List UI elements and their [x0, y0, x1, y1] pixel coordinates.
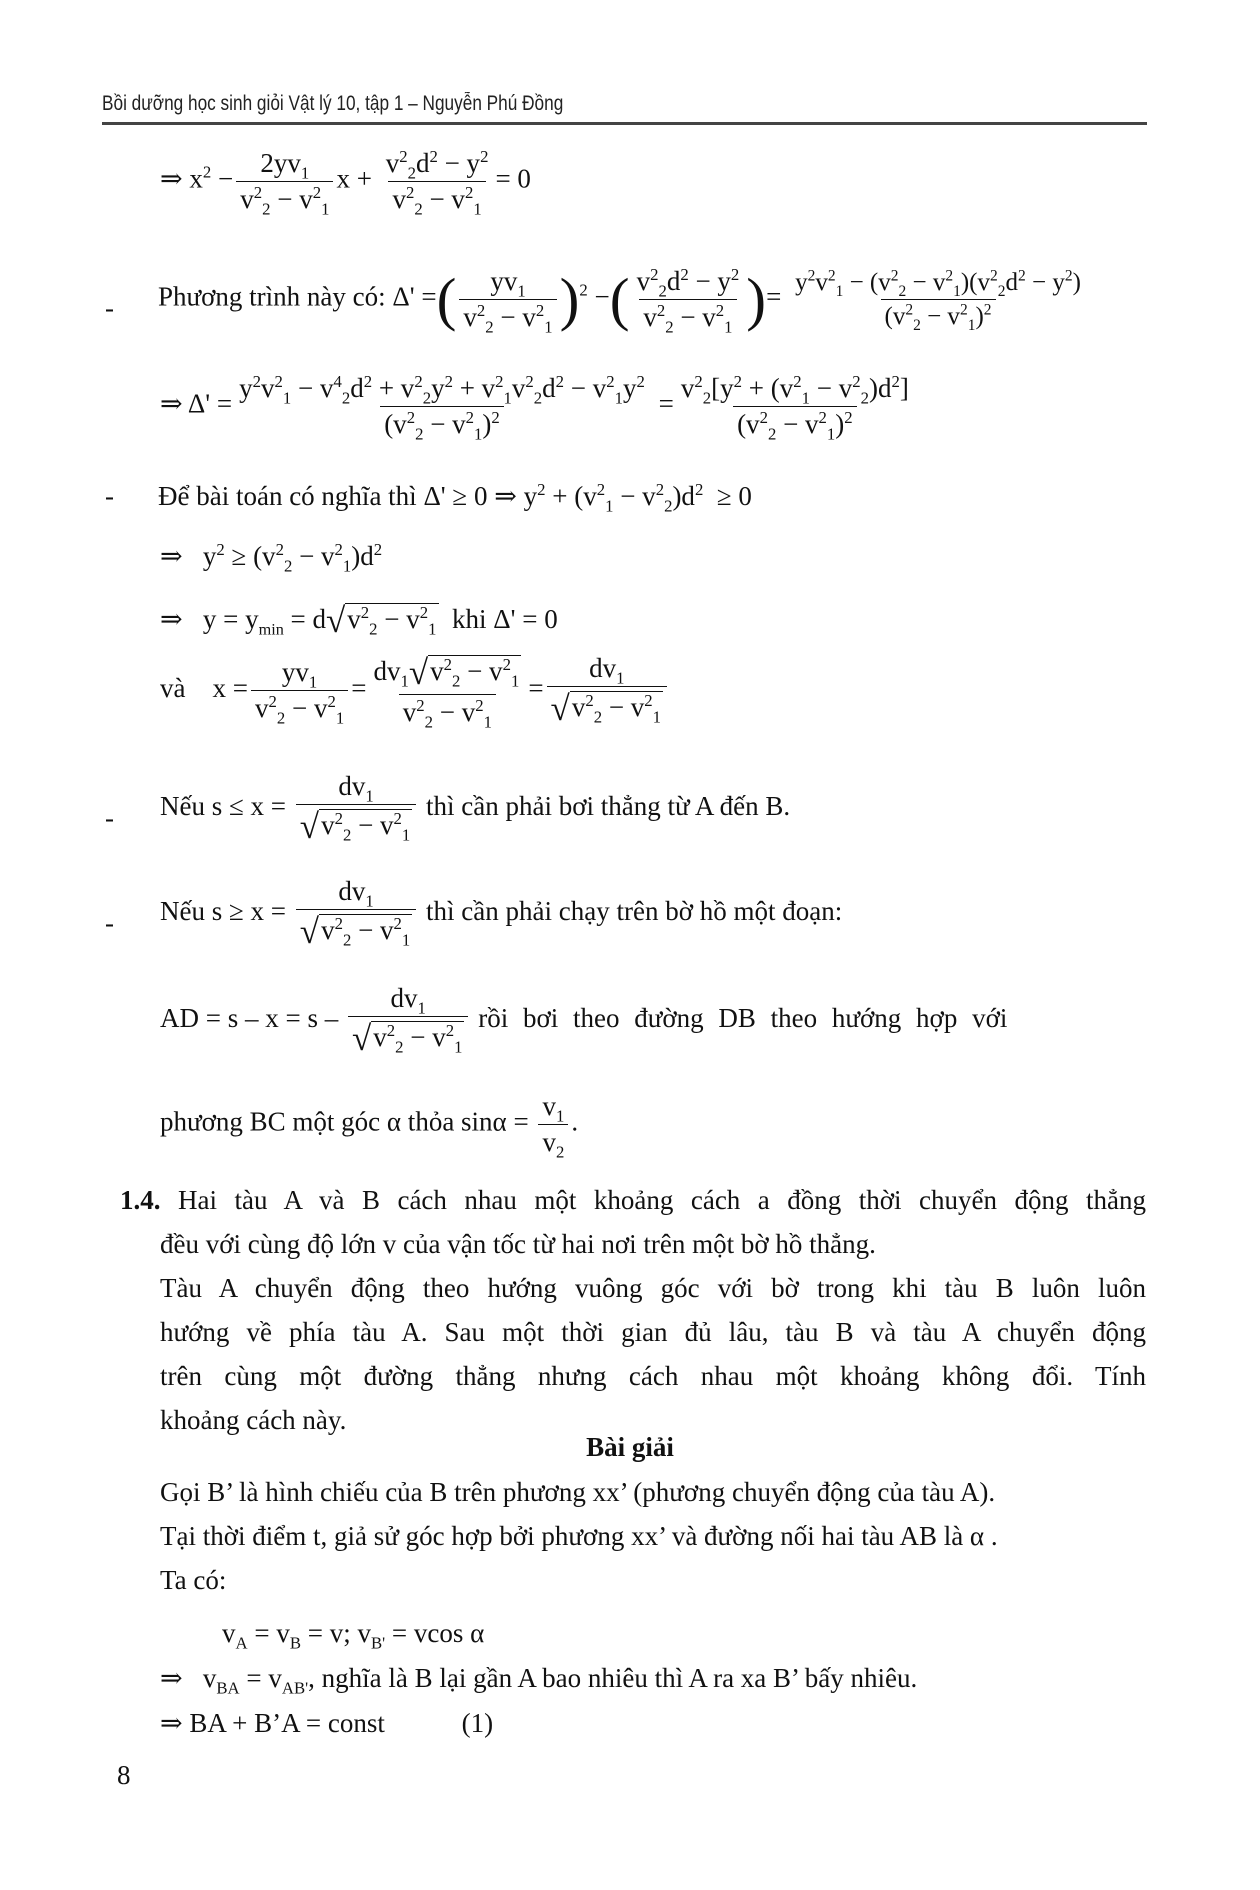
problem-line: hướng về phía tàu A. Sau một thời gian đủ lâu, tàu B và tàu A chuyển động — [160, 1317, 1146, 1347]
eq-text: , nghĩa là B lại gần A bao nhiêu thì A ra xa B’ bấy nhiêu. — [308, 1663, 918, 1693]
problem-line: khoảng cách này. — [160, 1405, 347, 1435]
equation-inequality: ⇒ $y^2 \ge (v^2_2 - v^2_1)d^2$ — [160, 540, 383, 576]
equation-const — [160, 1710, 493, 1737]
eq-text: thì cần phải chạy trên bờ hồ một đoạn: — [426, 895, 843, 926]
solution-line: Gọi B’ là hình chiếu của B trên phương xx’ (phương chuyển động của tàu A). — [160, 1477, 996, 1507]
problem-1-4 — [120, 1178, 1146, 1442]
equation-discriminant: Phương trình này có: Δ' =( $\frac{yv_1}{v^2_2 - v^2_1}$ )$^2$ −( $\frac{v^2_2d^2 - y^2}{v^2_2 - v^2_1}$ )= $\frac{y^2v^2_1 - (v^2_2 - v^2_1)(v^2_2d^2 - y^2)}{(v^2_2 - v^2_1)^2}$ — [158, 265, 1081, 337]
problem-line: Tàu A chuyển động theo hướng vuông góc với bờ trong khi tàu B luôn luôn — [160, 1273, 1146, 1303]
solution-heading: Bài giải — [586, 1432, 674, 1462]
equation-quadratic: ⇒ $x^2$ − $\frac{2yv_1}{v^2_2 - v^2_1}$ x + $\frac{v^2_2d^2 - y^2}{v^2_2 - v^2_1}$ = 0 — [160, 147, 531, 219]
eq-label: AD = s – x = s – — [160, 1002, 339, 1033]
eq-label: Nếu s ≤ x = — [160, 790, 287, 821]
equation-velocities: $v_A = v_B = v$; $v_{B'} = vcos$ α — [222, 1618, 485, 1653]
problem-text: Hai tàu A và B cách nhau một khoảng cách a đồng thời chuyển động thẳng — [178, 1185, 1146, 1215]
equation-AD: AD = s – x = s – $\frac{dv_1}{√v^2_2 - v^2_1}$ rồi bơi theo đường DB theo hướng hợp với — [160, 983, 1008, 1058]
khi-word: khi — [452, 604, 487, 634]
solution-body — [160, 1470, 1150, 1602]
equation-condition: Để bài toán có nghĩa thì Δ' ≥ 0 ⇒ $y^2 + (v^2_1 - v^2_2)d^2 \ge 0$ — [158, 480, 752, 516]
bullet-dash: - — [105, 803, 114, 833]
case-run-then-swim: Nếu s ≥ x = $\frac{dv_1}{√v^2_2 - v^2_1}$ thì cần phải chạy trên bờ hồ một đoạn: — [160, 876, 843, 951]
equation-sin-alpha: phương BC một góc α thỏa sinα = $\frac{v_1}{v_2}$ . — [160, 1091, 579, 1162]
eq-label: Phương trình này có: — [158, 281, 386, 312]
eq-label: Để bài toán có nghĩa thì — [158, 481, 417, 511]
period: . — [571, 1106, 579, 1137]
equation-discriminant-expanded: ⇒ Δ' = $\frac{y^2v^2_1 - v^4_2d^2 + v^2_2y^2 + v^2_1v^2_2d^2 - v^2_1y^2}{(v^2_2 - v^2_1)^2}$ = $\frac{v^2_2[y^2 + (v^2_1 - v^2_2)d^2]}{(v^2_2 - v^2_1)^2}$ — [160, 372, 909, 444]
eq-label: Nếu s ≥ x = — [160, 895, 287, 926]
eq-text: thì cần phải bơi thẳng từ A đến B. — [426, 790, 791, 821]
solution-line: Ta có: — [160, 1565, 227, 1595]
equation-relative-velocity: ⇒ $v_{BA} = v_{AB'}$, nghĩa là B lại gần A bao nhiêu thì A ra xa B’ bấy nhiêu. — [160, 1663, 918, 1698]
running-title: Bồi dưỡng học sinh giỏi Vật lý 10, tập 1 – Nguyễn Phú Đồng — [102, 92, 564, 115]
problem-line: trên cùng một đường thẳng nhưng cách nhau một khoảng không đổi. Tính — [160, 1361, 1146, 1391]
problem-line: đều với cùng độ lớn v của vận tốc từ hai nơi trên một bờ hồ thẳng. — [160, 1229, 876, 1259]
running-header — [102, 92, 1147, 116]
equation-x-value: và x = $\frac{yv_1}{v^2_2 - v^2_1}$ = $\frac{dv_1√v^2_2 - v^2_1}{v^2_2 - v^2_1}$ = $\frac{dv_1}{√v^2_2 - v^2_1}$ — [160, 655, 670, 726]
equation-number: (1) — [461, 1708, 494, 1738]
problem-number: 1.4. — [120, 1185, 161, 1215]
bullet-dash: - — [105, 908, 114, 938]
page-number: 8 — [117, 1760, 131, 1790]
eq-text: ⇒ BA + B’A = const — [160, 1708, 385, 1738]
solution-line: Tại thời điểm t, giả sử góc hợp bởi phương xx’ và đường nối hai tàu AB là α . — [160, 1521, 998, 1551]
case-swim-direct: Nếu s ≤ x = $\frac{dv_1}{√v^2_2 - v^2_1}$ thì cần phải bơi thẳng từ A đến B. — [160, 771, 791, 846]
eq-label: và — [160, 672, 186, 703]
problem-line — [120, 1178, 1146, 1222]
eq-text: rồi bơi theo đường DB theo hướng hợp với — [478, 1002, 1008, 1033]
header-rule — [102, 122, 1147, 125]
equation-ymin: ⇒ $y = y_{min} = d√v^2_2 - v^2_1$ khi Δ' = 0 — [160, 601, 558, 640]
bullet-dash: - — [105, 481, 114, 511]
bullet-dash: - — [105, 293, 114, 323]
eq-label: phương BC một góc α thỏa sinα = — [160, 1106, 529, 1137]
